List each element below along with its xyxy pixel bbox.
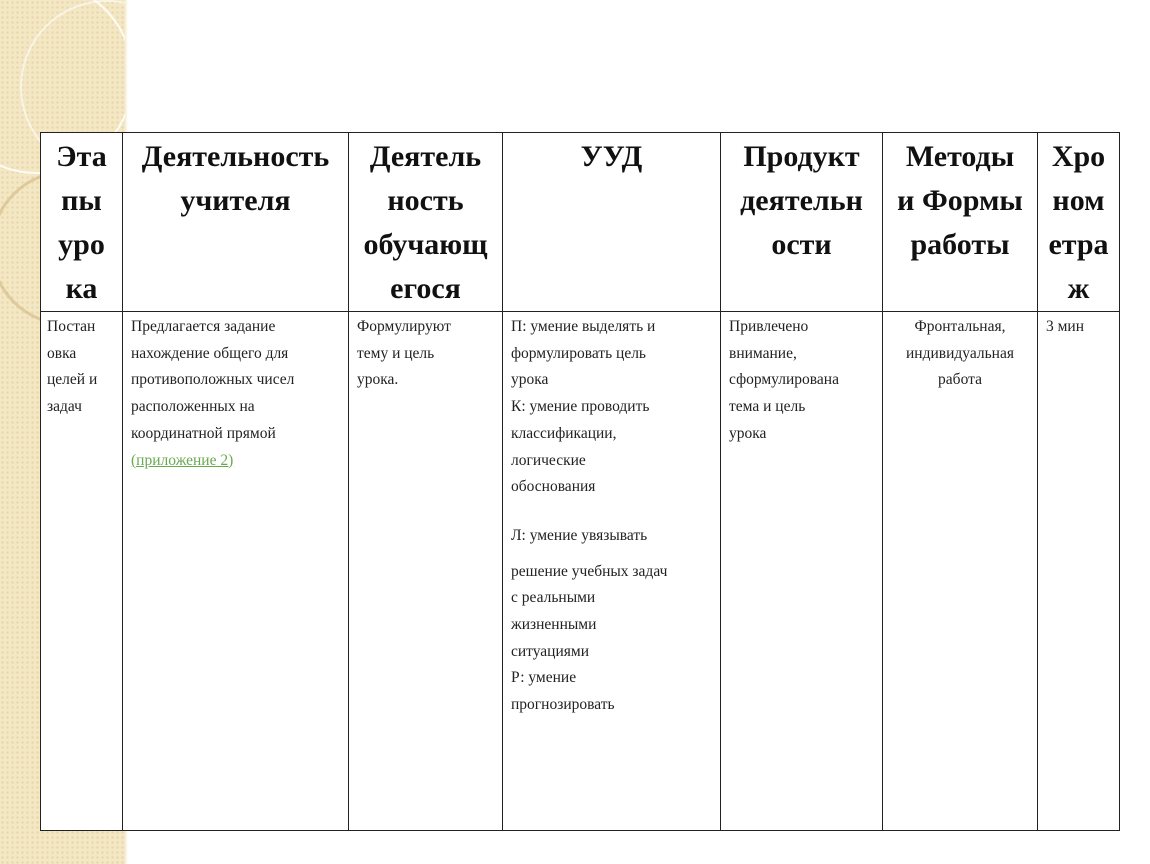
header-uud: УУД <box>503 133 721 312</box>
cell-uud: П: умение выделять и формулировать цель урока К: умение проводить классификации, логические обоснования Л: умение увязывать решение учебных задач с реальными жизненными ситуациями Р: умение прогнозировать <box>503 312 721 831</box>
header-stage: Эта пы уро ка <box>41 133 123 312</box>
cell-stage: Постан овка целей и задач <box>41 312 123 831</box>
cell-student-activity: Формулируют тему и цель урока. <box>349 312 503 831</box>
header-teacher-activity: Деятельность учителя <box>123 133 349 312</box>
table-row <box>41 312 1120 831</box>
header-methods: Методы и Формы работы <box>883 133 1038 312</box>
lesson-plan-table <box>40 132 1120 831</box>
appendix-link[interactable]: (приложение 2) <box>131 451 234 469</box>
header-timing: Хро ном етра ж <box>1038 133 1120 312</box>
cell-product: Привлечено внимание, сформулирована тема и цель урока <box>721 312 883 831</box>
cell-teacher-activity: Предлагается задание нахождение общего для противоположных чисел расположенных на координатной прямой (приложение 2) <box>123 312 349 831</box>
header-student-activity: Деятель ность обучающ егося <box>349 133 503 312</box>
header-row <box>41 133 1120 312</box>
cell-methods: Фронтальная, индивидуальная работа <box>883 312 1038 831</box>
cell-timing: 3 мин <box>1038 312 1120 831</box>
header-product: Продукт деятельн ости <box>721 133 883 312</box>
